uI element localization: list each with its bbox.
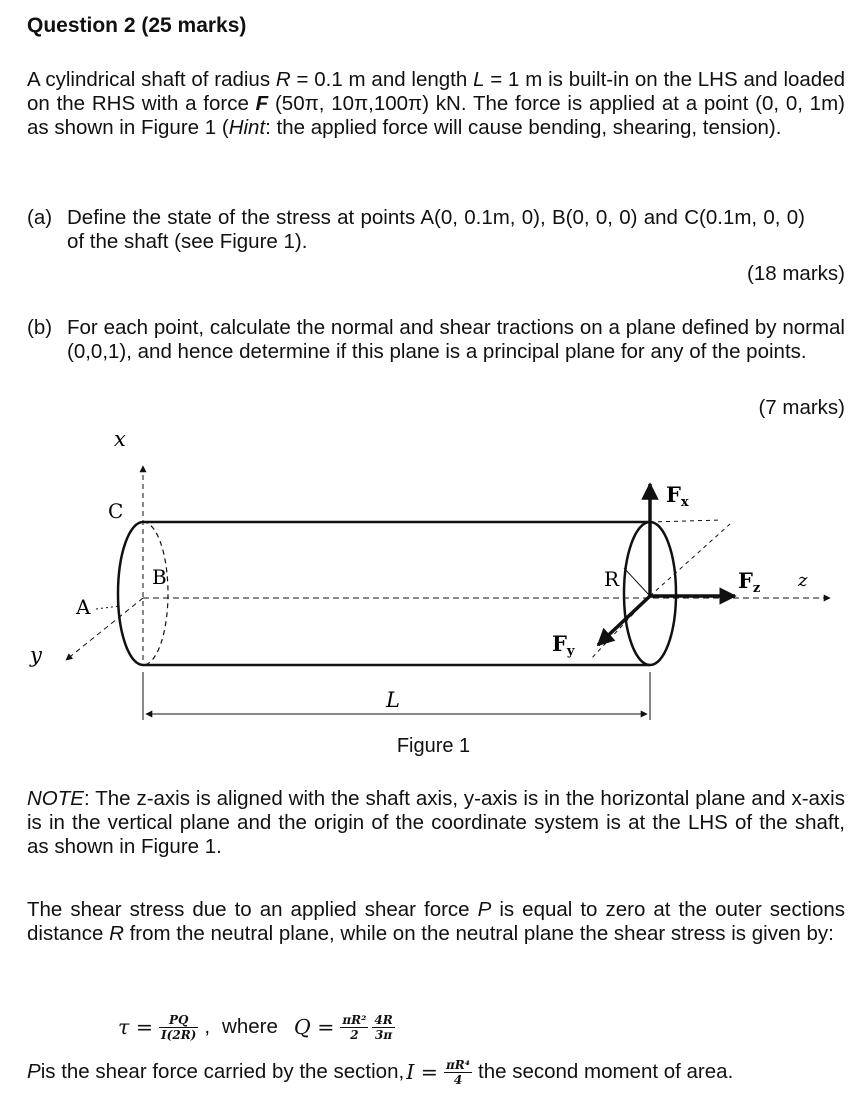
z-axis-label: z bbox=[798, 570, 808, 591]
part-a-text: Define the state of the stress at points A(0, 0.1m, 0), B(0, 0, 0) and C(0.1m, 0, 0) of the shaft (see Figure 1). bbox=[67, 206, 805, 253]
question-title: Question 2 (25 marks) bbox=[27, 14, 247, 37]
q-fraction-1: $\frac{\text{πR²}}{2}$ bbox=[342, 1012, 367, 1042]
radius-line bbox=[624, 568, 650, 596]
part-a-marks: (18 marks) bbox=[747, 262, 845, 285]
intro-paragraph: A cylindrical shaft of radius R = 0.1 m and length L = 1 m is built-in on the LHS and loaded on the RHS with a force F (50π, 10π,100π) kN. The force is applied at a point (0, 0, 1m) as shown in Figure 1 (Hint: the applied force will cause bending, shearing, tension). bbox=[27, 68, 845, 139]
figure-1-diagram bbox=[0, 420, 867, 740]
x-axis-label: x bbox=[114, 427, 126, 451]
part-a bbox=[27, 206, 845, 254]
part-b bbox=[27, 316, 845, 364]
tau-fraction: $\frac{PQ}{I(2R)}$ bbox=[161, 1012, 197, 1042]
figure-caption: Figure 1 bbox=[396, 735, 471, 757]
force-y-label: Fy bbox=[552, 631, 575, 659]
left-end-front bbox=[118, 522, 143, 665]
tau-symbol: τ = bbox=[118, 1015, 154, 1039]
radius-label: R bbox=[604, 567, 620, 591]
point-a-label: A bbox=[76, 595, 91, 619]
left-end-back bbox=[143, 522, 168, 665]
force-z-label: Fz bbox=[738, 568, 761, 596]
shear-paragraph: The shear stress due to an applied shear force P is equal to zero at the outer sections distance R from the neutral plane, while on the neutral plane the shear stress is given by: bbox=[27, 898, 846, 945]
force-x-label: Fx bbox=[666, 482, 689, 510]
q-symbol: Q = bbox=[293, 1015, 335, 1039]
length-label: L bbox=[386, 688, 400, 712]
point-b-label: B bbox=[152, 565, 167, 589]
y-axis-label: y bbox=[30, 643, 42, 667]
part-a-label: (a) bbox=[27, 206, 53, 229]
final-line: P is the shear force carried by the section, I = $\frac{\text{πR⁴}}{4}$ the second moment of area. bbox=[27, 1057, 734, 1087]
shear-formula: τ = $\frac{PQ}{I(2R)}$ , where Q = $\frac{\text{πR²}}{2}$ $\frac{4R}{3\pi}$ bbox=[118, 1012, 393, 1042]
part-b-text: For each point, calculate the normal and shear tractions on a plane defined by normal (0,0,1), and hence determine if this plane is a principal plane for any of the points. bbox=[67, 316, 845, 363]
i-fraction: $\frac{\text{πR⁴}}{4}$ bbox=[445, 1057, 470, 1087]
where-word: where bbox=[222, 1015, 278, 1038]
q-fraction-2: $\frac{4R}{3\pi}$ bbox=[374, 1012, 393, 1042]
note-paragraph: NOTE: The z-axis is aligned with the shaft axis, y-axis is in the horizontal plane and x-axis is in the vertical plane and the origin of the coordinate system is at the LHS of the shaft, as shown in Figure 1. bbox=[27, 787, 845, 858]
point-c-label: C bbox=[108, 499, 124, 523]
part-b-label: (b) bbox=[27, 316, 53, 339]
part-b-marks: (7 marks) bbox=[758, 396, 845, 419]
